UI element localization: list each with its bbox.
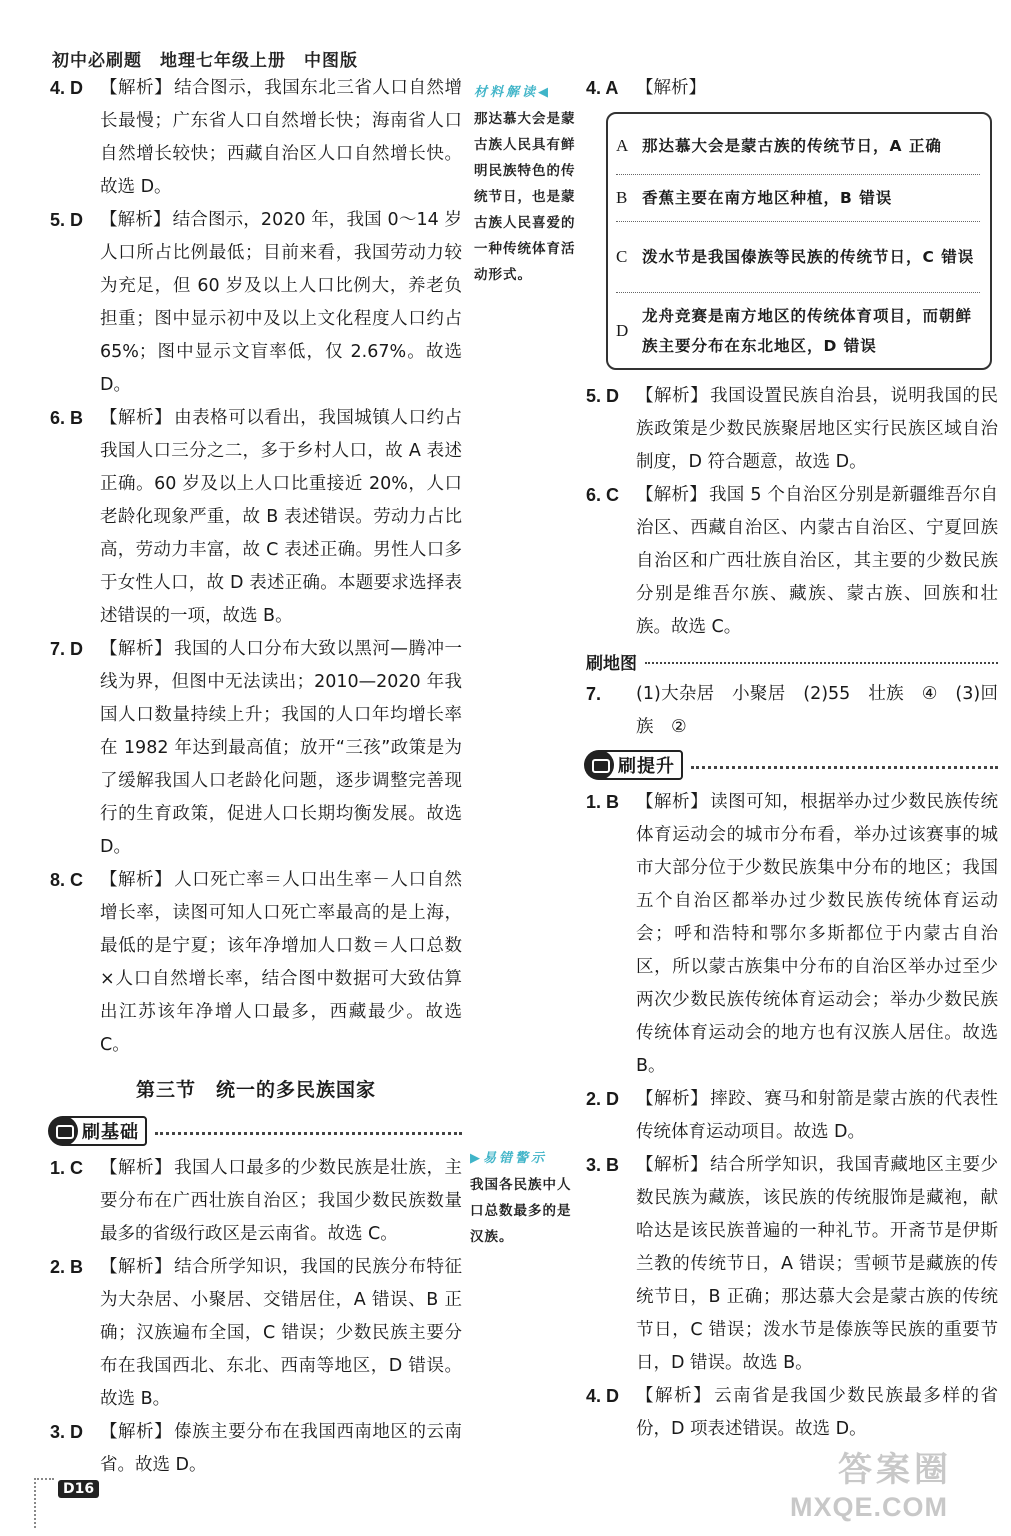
- analysis-label: 【解析】: [636, 792, 709, 812]
- material-note-title: 材料解读◀: [474, 85, 551, 100]
- analysis-label: 【解析】: [100, 870, 173, 890]
- answer-item: [50, 1251, 462, 1416]
- left-items-a: [50, 72, 462, 1062]
- analysis-label: 【解析】: [100, 78, 173, 98]
- answer-item: [50, 402, 462, 633]
- dotted-divider: [645, 662, 998, 664]
- answer-item: [586, 1083, 998, 1149]
- analysis-label: 【解析】: [636, 78, 706, 98]
- answer-item: [50, 204, 462, 402]
- dotted-divider: [691, 766, 998, 769]
- analysis-text: 云南省是我国少数民族最多样的省份，D 项表述错误。故选 D。: [636, 1386, 999, 1439]
- subhead-label: 刷地图: [586, 653, 637, 674]
- box-option-text: 那达慕大会是蒙古族的传统节日，A 正确: [642, 137, 942, 155]
- book-icon: [48, 1116, 78, 1146]
- box-row: [616, 118, 980, 175]
- section-title: 第三节 统一的多民族国家: [135, 1079, 376, 1101]
- analysis-text: 结合所学知识，我国青藏地区主要少数民族为藏族，该民族的传统服饰是藏袍，献哈达是该民族普遍的一种礼节。开斋节是伊斯兰教的传统节日，A 错误；雪顿节是藏族的传统节日，B 正确；那达慕大会是蒙古族的传统节日，C 错误；泼水节是傣族等民族的重要节日，D 错误。故选 B。: [636, 1155, 999, 1373]
- answer-number: 4. A: [586, 78, 619, 98]
- analysis-text: 读图可知，根据举办过少数民族传统体育运动会的城市分布看，举办过该赛事的城市大部分位于少数民族集中分布的地区；我国五个自治区都举办过少数民族传统体育运动会；呼和浩特和鄂尔多斯都位于内蒙古自治区，所以蒙古族集中分布的自治区举办过至少两次少数民族传统体育运动会；举办少数民族传统体育运动会的地方也有汉族人居住。故选 B。: [636, 792, 999, 1076]
- analysis-text: 结合图示，2020 年，我国 0～14 岁人口所占比例最低；目前来看，我国劳动力较为充足，但 60 岁及以上人口比例大，养老负担重；图中显示初中及以上文化程度人口约占 65%；图中显示文盲率低，仅 2.67%。故选 D。: [100, 210, 462, 395]
- watermark-top: 答案圈: [838, 1451, 952, 1489]
- banner-badge: [586, 750, 683, 780]
- analysis-text: 我国的人口分布大致以黑河—腾冲一线为界，但图中无法读出；2010—2020 年我国人口数量持续上升；我国的人口年均增长率在 1982 年达到最高值；放开“三孩”政策是为了缓解我国人口老龄化问题，逐步调整完善现行的生育政策，促进人口长期均衡发展。故选 D。: [100, 639, 463, 857]
- box-row: [616, 293, 980, 369]
- left-column: [50, 72, 462, 1482]
- answer-number: 3. D: [50, 1422, 84, 1442]
- analysis-label: 【解析】: [636, 1155, 709, 1175]
- box-option-letter: A: [616, 136, 629, 155]
- analysis-text: 我国设置民族自治县，说明我国的民族政策是少数民族聚居地区实行民族区域自治制度，D 符合题意，故选 D。: [636, 386, 999, 472]
- box-option-letter: B: [616, 188, 628, 207]
- answer-item: [586, 72, 998, 105]
- answer-number: 2. B: [50, 1257, 84, 1277]
- answer-item: [586, 678, 998, 744]
- analysis-label: 【解析】: [100, 639, 173, 659]
- analysis-text: 傣族主要分布在我国西南地区的云南省。故选 D。: [100, 1422, 463, 1475]
- analysis-label: 【解析】: [100, 1422, 173, 1442]
- watermark-bottom: MXQE.COM: [790, 1492, 949, 1522]
- answer-item: [586, 786, 998, 1083]
- banner-badge: [50, 1116, 147, 1146]
- answer-number: 5. D: [586, 386, 620, 406]
- analysis-text: 我国人口最多的少数民族是壮族，主要分布在广西壮族自治区；我国少数民族数量最多的省级行政区是云南省。故选 C。: [100, 1158, 463, 1244]
- answer-number: 6. C: [586, 485, 620, 505]
- banner-label: 刷基础: [82, 1122, 139, 1143]
- answer-number: 5. D: [50, 210, 84, 230]
- analysis-text: 结合所学知识，我国的民族分布特征为大杂居、小聚居、交错居住，A 错误、B 正确；汉族遍布全国，C 错误；少数民族主要分布在我国西北、东北、西南等地区，D 错误。故选 B。: [100, 1257, 463, 1409]
- analysis-text: 摔跤、赛马和射箭是蒙古族的代表性传统体育运动项目。故选 D。: [636, 1089, 999, 1142]
- page-number: D16: [58, 1480, 99, 1498]
- answer-item: [586, 380, 998, 479]
- answer-item: [586, 1149, 998, 1380]
- corner-mark: [34, 1478, 54, 1528]
- answer-number: 7.: [586, 684, 602, 704]
- box-option-text: 泼水节是我国傣族等民族的传统节日，C 错误: [642, 248, 975, 266]
- analysis-label: 【解析】: [100, 210, 171, 230]
- answer-item: [50, 1416, 462, 1482]
- book-icon: [584, 750, 614, 780]
- answer-text: (1)大杂居 小聚居 (2)55 壮族 ④ (3)回族 ②: [636, 684, 998, 737]
- dotted-divider: [155, 1132, 462, 1135]
- answer-item: [50, 864, 462, 1062]
- answer-number: 4. D: [586, 1386, 620, 1406]
- left-items-b: [50, 1152, 462, 1482]
- banner-basic: [50, 1112, 462, 1150]
- box-option-letter: C: [616, 247, 628, 266]
- banner-advanced: [586, 746, 998, 784]
- answer-number: 6. B: [50, 408, 84, 428]
- box-row: [616, 222, 980, 293]
- answer-number: 1. B: [586, 792, 620, 812]
- analysis-text: 结合图示，我国东北三省人口自然增长最慢；广东省人口自然增长快；海南省人口自然增长较快；西藏自治区人口自然增长快。故选 D。: [100, 78, 463, 197]
- tip-note-title: ▶易错警示: [470, 1151, 547, 1166]
- analysis-label: 【解析】: [100, 408, 173, 428]
- watermark: [790, 1448, 1000, 1528]
- tip-note-text: 我国各民族中人口总数最多的是汉族。: [470, 1177, 572, 1245]
- answer-number: 8. C: [50, 870, 84, 890]
- analysis-label: 【解析】: [636, 386, 709, 406]
- page-header: 初中必刷题 地理七年级上册 中图版: [52, 51, 358, 71]
- right-column: [586, 380, 998, 1446]
- box-row: [616, 175, 980, 222]
- answer-item: [586, 1380, 998, 1446]
- answer-item: [50, 633, 462, 864]
- analysis-label: 【解析】: [100, 1257, 173, 1277]
- analysis-label: 【解析】: [636, 485, 708, 505]
- answer-number: 7. D: [50, 639, 84, 659]
- answer-item: [50, 72, 462, 204]
- analysis-label: 【解析】: [636, 1089, 709, 1109]
- analysis-label: 【解析】: [636, 1386, 713, 1406]
- analysis-box: [606, 112, 992, 370]
- answer-item: [586, 479, 998, 644]
- tip-note: [470, 1146, 578, 1250]
- analysis-text: 我国 5 个自治区分别是新疆维吾尔自治区、西藏自治区、内蒙古自治区、宁夏回族自治区和广西壮族自治区，其主要的少数民族分别是维吾尔族、藏族、蒙古族、回族和壮族。故选 C。: [636, 485, 998, 637]
- analysis-text: 由表格可以看出，我国城镇人口约占我国人口三分之二，多于乡村人口，故 A 表述正确。60 岁及以上人口比重接近 20%，人口老龄化现象严重，故 B 表述错误。劳动力占比高，劳动力丰富，故 C 表述正确。男性人口多于女性人口，故 D 表述正确。本题要求选择表述错误的一项，故选 B。: [100, 408, 463, 626]
- answer-number: 4. D: [50, 78, 84, 98]
- map-subhead: [586, 644, 998, 678]
- box-option-letter: D: [616, 321, 629, 340]
- material-note-text: 那达慕大会是蒙古族人民具有鲜明民族特色的传统节日，也是蒙古族人民喜爱的一种传统体育活动形式。: [474, 111, 576, 283]
- box-option-text: 龙舟竞赛是南方地区的传统体育项目，而朝鲜族主要分布在东北地区，D 错误: [642, 307, 973, 355]
- answer-item: [50, 1152, 462, 1251]
- answer-number: 2. D: [586, 1089, 620, 1109]
- analysis-label: 【解析】: [100, 1158, 173, 1178]
- answer-number: 1. C: [50, 1158, 84, 1178]
- banner-label: 刷提升: [618, 756, 675, 777]
- material-note: [474, 80, 578, 288]
- box-option-text: 香蕉主要在南方地区种植，B 错误: [642, 189, 893, 207]
- analysis-text: 人口死亡率＝人口出生率－人口自然增长率，读图可知人口死亡率最高的是上海，最低的是宁夏；该年净增加人口数＝人口总数×人口自然增长率，结合图中数据可大致估算出江苏该年净增人口最多，西藏最少。故选 C。: [100, 870, 463, 1055]
- answer-number: 3. B: [586, 1155, 620, 1175]
